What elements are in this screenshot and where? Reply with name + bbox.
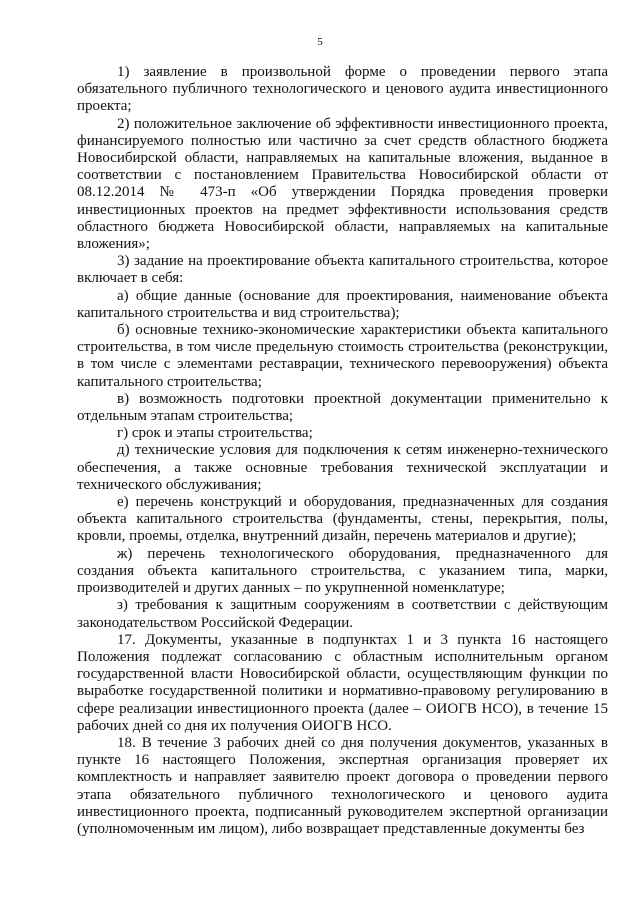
paragraph-item-2: 2) положительное заключение об эффективности инвестиционного проекта, финансируемого полностью или частично за счет средств областного бюджета Новосибирской области, направляемых на капитальные вложения, выданное в соответствии с постановлением Правительства Новосибирской области от 08.12.2014 № 473-п «Об утверждении Порядка проведения проверки инвестиционных проектов на предмет эффективности использования средств областного бюджета Новосибирской области, направляемых на капитальные вложения»; <box>77 115 608 253</box>
document-body <box>77 64 608 838</box>
page-number: 5 <box>317 36 323 48</box>
paragraph-subitem-a: а) общие данные (основание для проектирования, наименование объекта капитального строительства и вид строительства); <box>77 287 608 321</box>
paragraph-subitem-e: е) перечень конструкций и оборудования, предназначенных для создания объекта капитального строительства (фундаменты, стены, перекрытия, полы, кровли, проемы, отделка, внутренний дизайн, перечень материалов и другие); <box>77 494 608 545</box>
paragraph-item-3: 3) задание на проектирование объекта капитального строительства, которое включает в себя: <box>77 253 608 287</box>
paragraph-subitem-g: г) срок и этапы строительства; <box>117 425 313 442</box>
paragraph-clause-17: 17. Документы, указанные в подпунктах 1 и 3 пункта 16 настоящего Положения подлежат согласованию с областным исполнительным органом государственной власти Новосибирской области, осуществляющим функции по выработке государственной политики и нормативно-правовому регулированию в сфере реализации инвестиционного проекта (далее – ОИОГВ НСО), в течение 15 рабочих дней со дня их получения ОИОГВ НСО. <box>77 631 608 734</box>
paragraph-subitem-b: б) основные технико-экономические характеристики объекта капитального строительства, в том числе предельную стоимость строительства (реконструкции, в том числе с элементами реставрации, технического перевооружения) объекта капитального строительства; <box>77 322 608 390</box>
paragraph-item-1: 1) заявление в произвольной форме о проведении первого этапа обязательного публичного технологического и ценового аудита инвестиционного проекта; <box>77 64 608 115</box>
paragraph-subitem-d: д) технические условия для подключения к сетям инженерно-технического обеспечения, а также основные требования технической эксплуатации и технического обслуживания; <box>77 442 608 493</box>
paragraph-subitem-zh: ж) перечень технологического оборудования, предназначенного для создания объекта капитального строительства, с указанием типа, марки, производителей и других данных – по укрупненной номенклатуре; <box>77 545 608 597</box>
paragraph-subitem-v: в) возможность подготовки проектной документации применительно к отдельным этапам строительства; <box>77 390 608 425</box>
paragraph-clause-18: 18. В течение 3 рабочих дней со дня получения документов, указанных в пункте 16 настоящего Положения, экспертная организация проверяет их комплектность и направляет заявителю проект договора о проведении первого этапа обязательного публичного технологического и ценового аудита инвестиционного проекта, подписанный руководителем экспертной организации (уполномоченным им лицом), либо возвращает представленные документы без <box>77 734 608 837</box>
paragraph-subitem-z: з) требования к защитным сооружениям в соответствии с действующим законодательством Российской Федерации. <box>77 597 608 631</box>
